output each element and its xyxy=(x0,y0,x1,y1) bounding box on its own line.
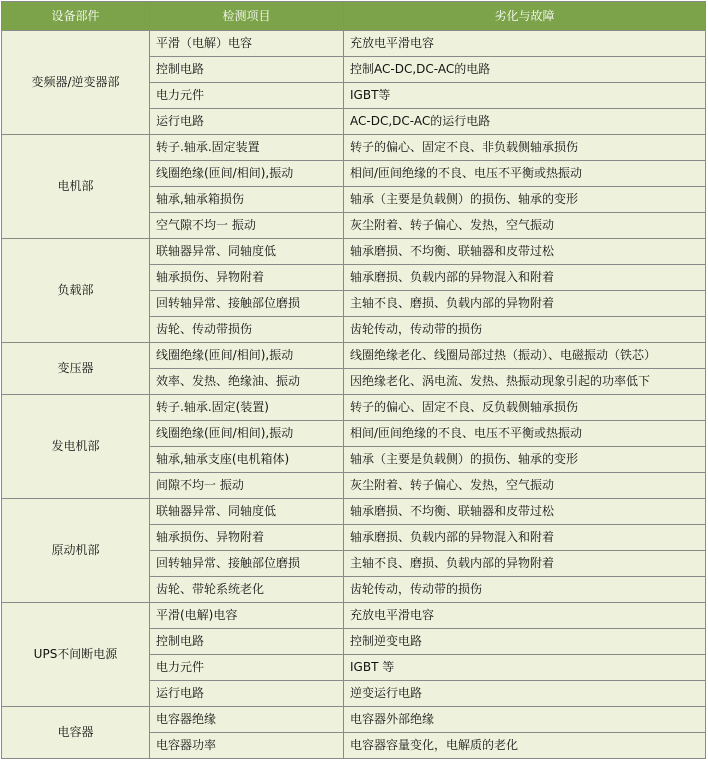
part-cell: 变压器 xyxy=(2,343,150,395)
table-row xyxy=(2,31,706,57)
header-fault: 劣化与故障 xyxy=(344,2,706,31)
part-cell: 发电机部 xyxy=(2,395,150,499)
fault-cell: IGBT等 xyxy=(344,83,706,109)
table-row xyxy=(2,395,706,421)
part-cell: 电机部 xyxy=(2,135,150,239)
item-cell: 运行电路 xyxy=(150,109,344,135)
header-part: 设备部件 xyxy=(2,2,150,31)
fault-cell: 转子的偏心、固定不良、反负载侧轴承损伤 xyxy=(344,395,706,421)
item-cell: 效率、发热、绝缘油、振动 xyxy=(150,369,344,395)
item-cell: 控制电路 xyxy=(150,629,344,655)
fault-cell: IGBT 等 xyxy=(344,655,706,681)
fault-cell: 因绝缘老化、涡电流、发热、热振动现象引起的功率低下 xyxy=(344,369,706,395)
item-cell: 控制电路 xyxy=(150,57,344,83)
header-row xyxy=(2,2,706,31)
part-cell: 电容器 xyxy=(2,707,150,759)
table-row xyxy=(2,343,706,369)
part-cell: 负载部 xyxy=(2,239,150,343)
item-cell: 间隙不均一 振动 xyxy=(150,473,344,499)
fault-cell: 轴承磨损、不均衡、联轴器和皮带过松 xyxy=(344,499,706,525)
fault-cell: 轴承磨损、负载内部的异物混入和附着 xyxy=(344,525,706,551)
item-cell: 回转轴异常、接触部位磨损 xyxy=(150,551,344,577)
fault-cell: 齿轮传动，传动带的损伤 xyxy=(344,317,706,343)
fault-cell: 控制AC-DC,DC-AC的电路 xyxy=(344,57,706,83)
item-cell: 线圈绝缘(匝间/相间),振动 xyxy=(150,421,344,447)
fault-cell: 轴承（主要是负载侧）的损伤、轴承的变形 xyxy=(344,447,706,473)
table-row xyxy=(2,135,706,161)
fault-cell: 电容器容量变化，电解质的老化 xyxy=(344,733,706,759)
fault-cell: 控制逆变电路 xyxy=(344,629,706,655)
fault-cell: 主轴不良、磨损、负载内部的异物附着 xyxy=(344,291,706,317)
item-cell: 齿轮、带轮系统老化 xyxy=(150,577,344,603)
fault-cell: 电容器外部绝缘 xyxy=(344,707,706,733)
fault-cell: 轴承磨损、不均衡、联轴器和皮带过松 xyxy=(344,239,706,265)
inspection-table xyxy=(1,1,706,759)
fault-cell: 逆变运行电路 xyxy=(344,681,706,707)
item-cell: 平滑(电解)电容 xyxy=(150,603,344,629)
fault-cell: 轴承磨损、负载内部的异物混入和附着 xyxy=(344,265,706,291)
table-row xyxy=(2,499,706,525)
fault-cell: 转子的偏心、固定不良、非负载侧轴承损伤 xyxy=(344,135,706,161)
item-cell: 轴承损伤、异物附着 xyxy=(150,525,344,551)
item-cell: 电力元件 xyxy=(150,83,344,109)
item-cell: 线圈绝缘(匝间/相间),振动 xyxy=(150,343,344,369)
fault-cell: 线圈绝缘老化、线圈局部过热（振动）、电磁振动（铁芯） xyxy=(344,343,706,369)
item-cell: 轴承损伤、异物附着 xyxy=(150,265,344,291)
item-cell: 平滑（电解）电容 xyxy=(150,31,344,57)
item-cell: 电容器功率 xyxy=(150,733,344,759)
item-cell: 齿轮、传动带损伤 xyxy=(150,317,344,343)
item-cell: 电容器绝缘 xyxy=(150,707,344,733)
fault-cell: 灰尘附着、转子偏心、发热，空气振动 xyxy=(344,213,706,239)
fault-cell: 齿轮传动，传动带的损伤 xyxy=(344,577,706,603)
item-cell: 轴承,轴承箱损伤 xyxy=(150,187,344,213)
fault-cell: 相间/匝间绝缘的不良、电压不平衡或热振动 xyxy=(344,421,706,447)
item-cell: 运行电路 xyxy=(150,681,344,707)
header-item: 检测项目 xyxy=(150,2,344,31)
fault-cell: 轴承（主要是负载侧）的损伤、轴承的变形 xyxy=(344,187,706,213)
item-cell: 转子.轴承.固定装置 xyxy=(150,135,344,161)
item-cell: 转子.轴承.固定(装置) xyxy=(150,395,344,421)
item-cell: 轴承,轴承支座(电机箱体) xyxy=(150,447,344,473)
item-cell: 空气隙不均一 振动 xyxy=(150,213,344,239)
table-row xyxy=(2,707,706,733)
fault-cell: 充放电平滑电容 xyxy=(344,603,706,629)
item-cell: 联轴器异常、同轴度低 xyxy=(150,499,344,525)
fault-cell: 主轴不良、磨损、负载内部的异物附着 xyxy=(344,551,706,577)
item-cell: 联轴器异常、同轴度低 xyxy=(150,239,344,265)
table-row xyxy=(2,239,706,265)
fault-cell: AC-DC,DC-AC的运行电路 xyxy=(344,109,706,135)
table-row xyxy=(2,603,706,629)
fault-cell: 相间/匝间绝缘的不良、电压不平衡或热振动 xyxy=(344,161,706,187)
part-cell: 变频器/逆变器部 xyxy=(2,31,150,135)
fault-cell: 灰尘附着、转子偏心、发热，空气振动 xyxy=(344,473,706,499)
item-cell: 线圈绝缘(匝间/相间),振动 xyxy=(150,161,344,187)
part-cell: UPS不间断电源 xyxy=(2,603,150,707)
item-cell: 电力元件 xyxy=(150,655,344,681)
part-cell: 原动机部 xyxy=(2,499,150,603)
fault-cell: 充放电平滑电容 xyxy=(344,31,706,57)
item-cell: 回转轴异常、接触部位磨损 xyxy=(150,291,344,317)
